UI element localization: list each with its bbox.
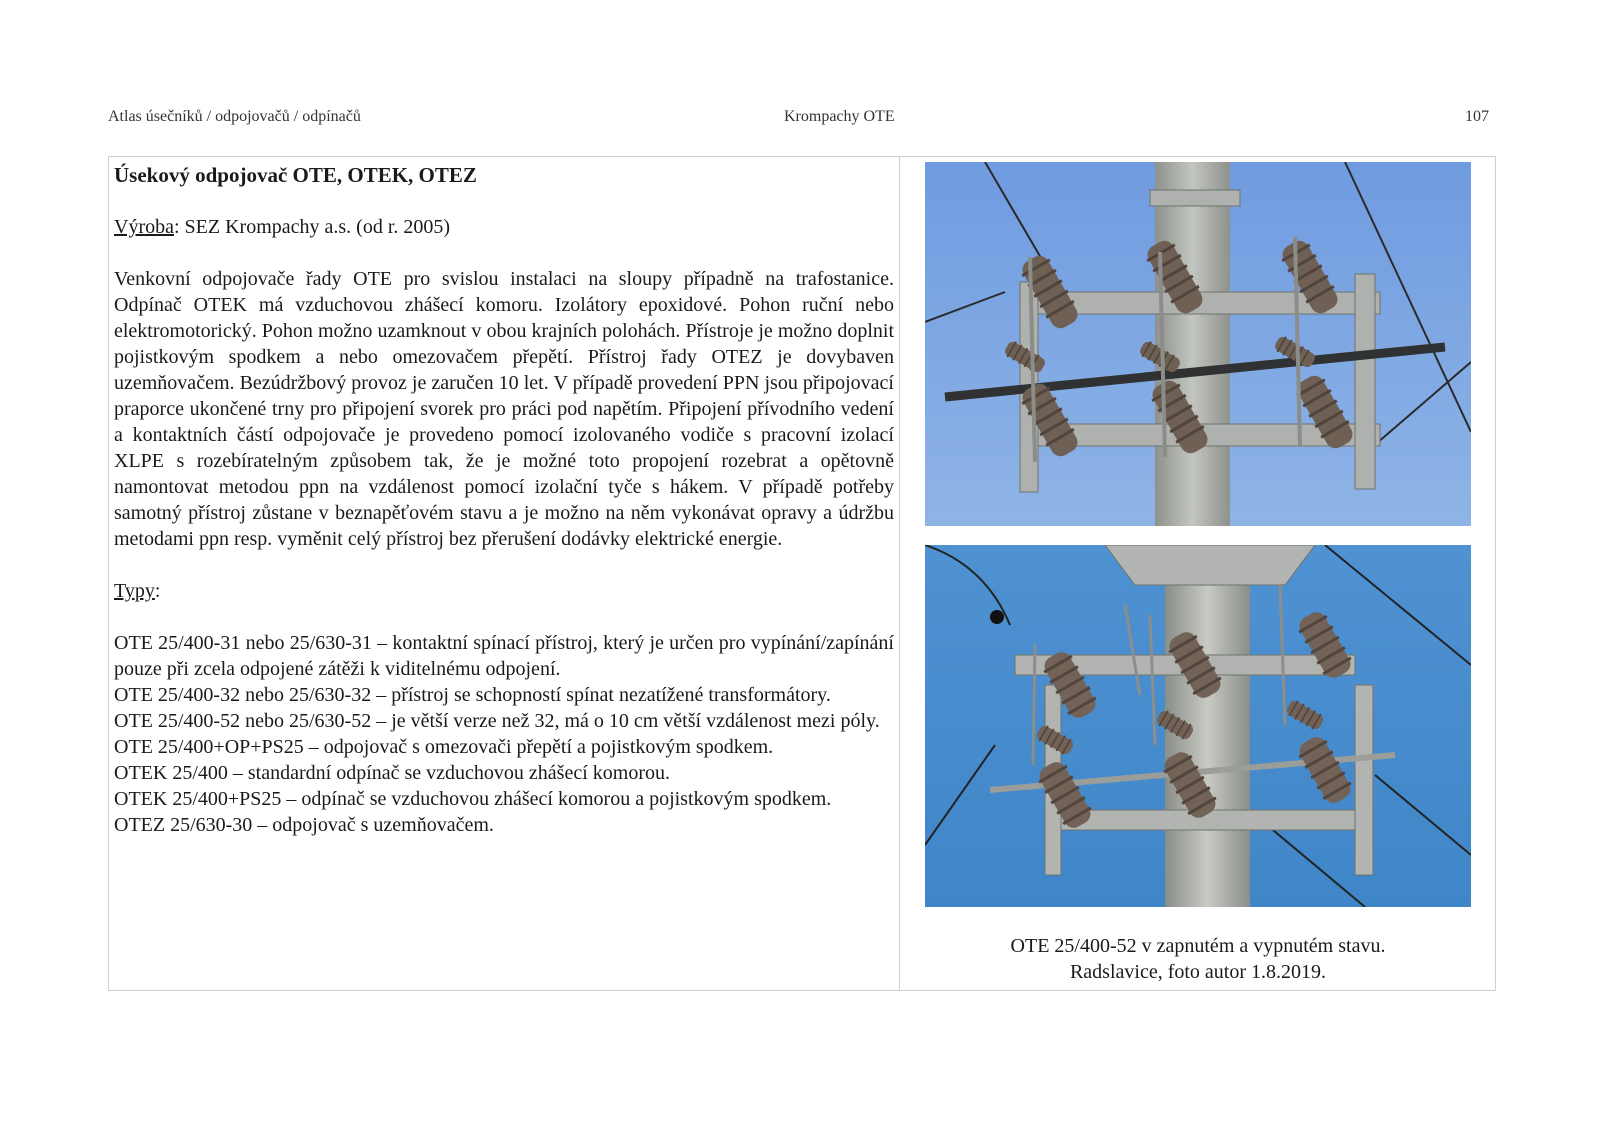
document-title: Úsekový odpojovač OTE, OTEK, OTEZ [114,163,477,187]
type-item: OTEK 25/400 – standardní odpínač se vzduchovou zhášecí komorou. [114,762,670,784]
type-item: OTE 25/400+OP+PS25 – odpojovač s omezovači přepětí a pojistkovým spodkem. [114,736,774,758]
header-atlas-title: Atlas úsečníků / odpojovačů / odpínačů [108,108,361,125]
type-item: OTE 25/400-31 nebo 25/630-31 – kontaktní spínací přístroj, který je určen pro vypínání/zapínání pouze při zcela odpojené zátěži k viditelnému odpojení. [114,632,894,680]
photo-switch-closed [925,162,1471,526]
photo-switch-open [925,545,1471,907]
type-item: OTEZ 25/630-30 – odpojovač s uzemňovačem. [114,814,494,836]
types-colon: : [154,580,161,602]
photo-open-illustration [925,545,1471,907]
caption-line-1: OTE 25/400-52 v zapnutém a vypnutém stavu. [1010,935,1386,957]
types-label: Typy [114,580,155,602]
manufacture-line [114,214,894,240]
page-number: 107 [1465,108,1489,125]
column-divider [899,156,900,991]
description-paragraph: Venkovní odpojovače řady OTE pro svislou instalaci na sloupy případně na trafostanice. Odpínač OTEK má vzduchovou zhášecí komoru. Izolátory epoxidové. Pohon ruční nebo elektromotorický. Pohon možno uzamknout v obou krajních polohách. Přístroje je možno doplnit pojistkovým spodkem a nebo omezovačem přepětí. Přístroj řady OTEZ je dovybaven uzemňovačem. Bezúdržbový provoz je zaručen 10 let. V případě provedení PPN jsou připojovací praporce ukončené trny pro připojení svorek pro práci pod napětím. Připojení přívodního vedení a kontaktních částí odpojovače je provedeno pomocí izolovaného vodiče s pracovní izolací XLPE s rozebíratelným způsobem tak, že je možné toto propojení rozebrat a opětovně namontovat metodou ppn na vzdálenost pomocí izolační tyče s hákem. V případě potřeby samotný přístroj zůstane v beznapěťovém stavu a je možno na něm vykonávat opravy a údržbu metodami ppn resp. vyměnit celý přístroj bez přerušení dodávky elektrické energie. [114,268,894,550]
type-item: OTEK 25/400+PS25 – odpínač se vzduchovou zhášecí komorou a pojistkovým spodkem. [114,788,832,810]
types-list [114,630,894,838]
types-heading [114,578,894,604]
type-item: OTE 25/400-32 nebo 25/630-32 – přístroj se schopností spínat nezatížené transformátory. [114,684,831,706]
manufacture-label: Výroba [114,216,174,238]
manufacture-value: : SEZ Krompachy a.s. (od r. 2005) [173,216,451,238]
text-column [114,162,894,838]
figure-caption [905,933,1491,985]
type-item: OTE 25/400-52 nebo 25/630-52 – je větší verze než 32, má o 10 cm větší vzdálenost mezi póly. [114,710,880,732]
photo-closed-illustration [925,162,1471,526]
caption-line-2: Radslavice, foto autor 1.8.2019. [1069,961,1327,983]
header-section-title: Krompachy OTE [784,108,895,125]
